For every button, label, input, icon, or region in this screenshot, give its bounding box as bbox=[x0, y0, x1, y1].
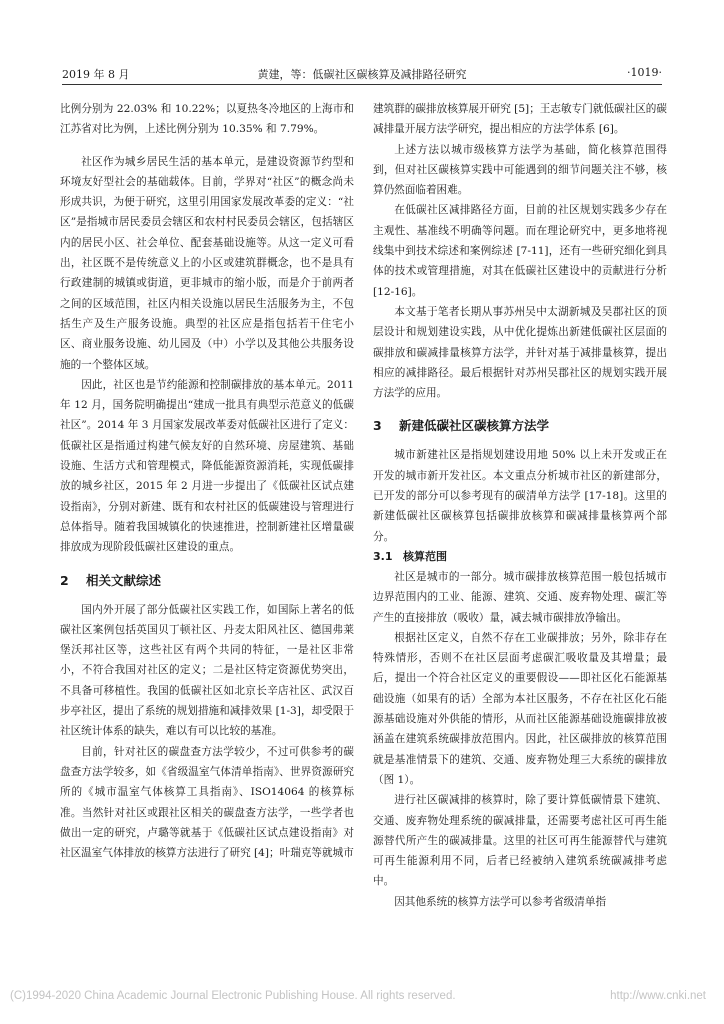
issue-date: 2019 年 8 月 bbox=[62, 68, 130, 81]
running-header bbox=[62, 62, 662, 85]
paragraph: 国内外开展了部分低碳社区实践工作，如国际上著名的低碳社区案例包括英国贝丁顿社区、丹麦太阳风社区、德国弗莱堡沃邦社区等，这些社区有两个共同的特征，一是社区非常小，不符合我国对社区的定义；二是社区特定资源优势突出，不具备可移植性。我国的低碳社区如北京长辛店社区、武汉百步亭社区，提出了系统的规划措施和减排效果 [1-3]，却受限于社区统计体系的缺失，难以有可以比较的基准。 bbox=[60, 603, 354, 738]
paragraph: 目前，针对社区的碳盘查方法学较少，不过可供参考的碳盘查方法学较多，如《省级温室气体清单指南》、世界资源研究所的《城市温室气体核算工具指南》、ISO14064 的核算标准。当然针对社区或跟社区相关的碳盘查方法学，一些学者也做出一定的研究，卢璐等就基于《低碳社区试点建设指南》对社区温室气体排放的核算方法进行了研究 [4]；叶瑞克等就城市 bbox=[60, 745, 354, 860]
paragraph: 建筑群的碳排放核算展开研究 [5]；王志敏专门就低碳社区的碳减排量开展方法学研究，提出相应的方法学体系 [6]。 bbox=[373, 103, 667, 136]
page-number: ·1019· bbox=[627, 66, 662, 79]
paragraph: 根据社区定义，自然不存在工业碳排放；另外，除非存在特殊情形，否则不在社区层面考虑碳汇吸收量及其增量；最后，提出一个符合社区定义的重要假设——即社区化石能源基础设施（如果有的话）全部为本社区服务，不存在社区化石能源基础设施对外供能的情形，从而社区能源基础设施碳排放被涵盖在建筑系统碳排放范围内。因此，社区碳排放的核算范围就是基准情景下的建筑、交通、废弃物处理三大系统的碳排放（图 1）。 bbox=[373, 631, 667, 786]
paragraph: 因此，社区也是节约能源和控制碳排放的基本单元。2011 年 12 月，国务院明确提出“建成一批具有典型示范意义的低碳社区”。2014 年 3 月国家发展改革委对低碳社区进行了定义：低碳社区是指通过构建气候友好的自然环境、房屋建筑、基础设施、生活方式和管理模式，降低能源资源消耗，实现低碳排放的城乡社区，2015 年 2 月进一步提出了《低碳社区试点建设指南》，分别对新建、既有和农村社区的低碳建设与管理进行总体指导。随着我国城镇化的快速推进，控制新建社区增量碳排放成为现阶段低碳社区建设的重点。 bbox=[60, 378, 354, 554]
left-column bbox=[60, 99, 354, 863]
paragraph: 社区作为城乡居民生活的基本单元，是建设资源节约型和环境友好型社会的基础载体。目前，学界对“社区”的概念尚未形成共识，为便于研究，这里引用国家发展改革委的定义：“社区”是指城市居民委员会辖区和农村村民委员会辖区，包括辖区内的居民小区、社会单位、配套基础设施等。从这一定义可看出，社区既不是传统意义上的小区或建筑群概念，也不是具有行政建制的城镇或街道，更非城市的缩小版，而是介于前两者之间的区域范围，社区内相关设施以居民生活服务为主，不包括生产及生产服务设施。典型的社区应是指包括若干住宅小区、商业服务设施、幼儿园及（中）小学以及其他公共服务设施的一个整体区域。 bbox=[60, 155, 354, 371]
section-heading bbox=[60, 570, 354, 592]
section-heading bbox=[373, 415, 667, 437]
section-number: 3 bbox=[373, 418, 382, 434]
paragraph: 城市新建社区是指规划建设用地 50% 以上未开发或正在开发的城市新开发社区。本文重点分析城市社区的新建部分，已开发的部分可以参考现有的碳清单方法学 [17-18]。这里的新建低碳社区碳核算包括碳排放核算和碳减排量核算两个部分。 bbox=[373, 449, 667, 543]
paragraph: 社区是城市的一部分。城市碳排放核算范围一般包括城市边界范围内的工业、能源、建筑、交通、废弃物处理、碳汇等产生的直接排放（吸收）量，减去城市碳排放净输出。 bbox=[373, 570, 667, 624]
paragraph: 因其他系统的核算方法学可以参考省级清单指 bbox=[394, 895, 607, 908]
subsection-number: 3.1 bbox=[373, 549, 393, 563]
right-column bbox=[373, 99, 667, 912]
cnki-link[interactable]: http://www.cnki.net bbox=[610, 990, 706, 1002]
running-title: 黄建，等：低碳社区碳核算及减排路径研究 bbox=[257, 68, 467, 81]
subsection-heading bbox=[373, 547, 667, 567]
paragraph: 上述方法以城市级核算方法学为基础，简化核算范围得到，但对社区碳核算实践中可能遇到的细节问题关注不够，核算仍然面临着困难。 bbox=[373, 143, 667, 197]
copyright-notice: (C)1994-2020 China Academic Journal Electronic Publishing House. All rights reserved. bbox=[10, 990, 456, 1002]
section-title: 相关文献综述 bbox=[86, 572, 162, 588]
watermark-footer bbox=[0, 990, 724, 1010]
section-title: 新建低碳社区碳核算方法学 bbox=[399, 418, 550, 434]
section-number: 2 bbox=[60, 572, 69, 588]
paragraph: 进行社区碳减排的核算时，除了要计算低碳情景下建筑、交通、废弃物处理系统的碳减排量，还需要考虑社区可再生能源替代所产生的碳减排量。这里的社区可再生能源替代与建筑可再生能源利用不同，后者已经被纳入建筑系统碳减排考虑中。 bbox=[373, 794, 667, 888]
subsection-title: 核算范围 bbox=[403, 549, 447, 563]
paragraph: 本文基于笔者长期从事苏州吴中太湖新城及吴郡社区的顶层设计和规划建设实践，从中优化提炼出新建低碳社区层面的碳排放和碳减排量核算方法学，并针对基于减排量核算，提出相应的减排路径。最后根据针对苏州吴郡社区的规划实践开展方法学的应用。 bbox=[373, 305, 667, 400]
paragraph: 比例分别为 22.03% 和 10.22%；以夏热冬冷地区的上海市和江苏省对比为例，上述比例分别为 10.35% 和 7.79%。 bbox=[60, 103, 354, 136]
paragraph: 在低碳社区减排路径方面，目前的社区规划实践多少存在主观性、基准线不明确等问题。而在理论研究中，更多地将视线集中到技术综述和案例综述 [7-11]，还有一些研究细化到具体的技术或管理措施，对其在低碳社区建设中的贡献进行分析 [12-16]。 bbox=[373, 204, 667, 298]
